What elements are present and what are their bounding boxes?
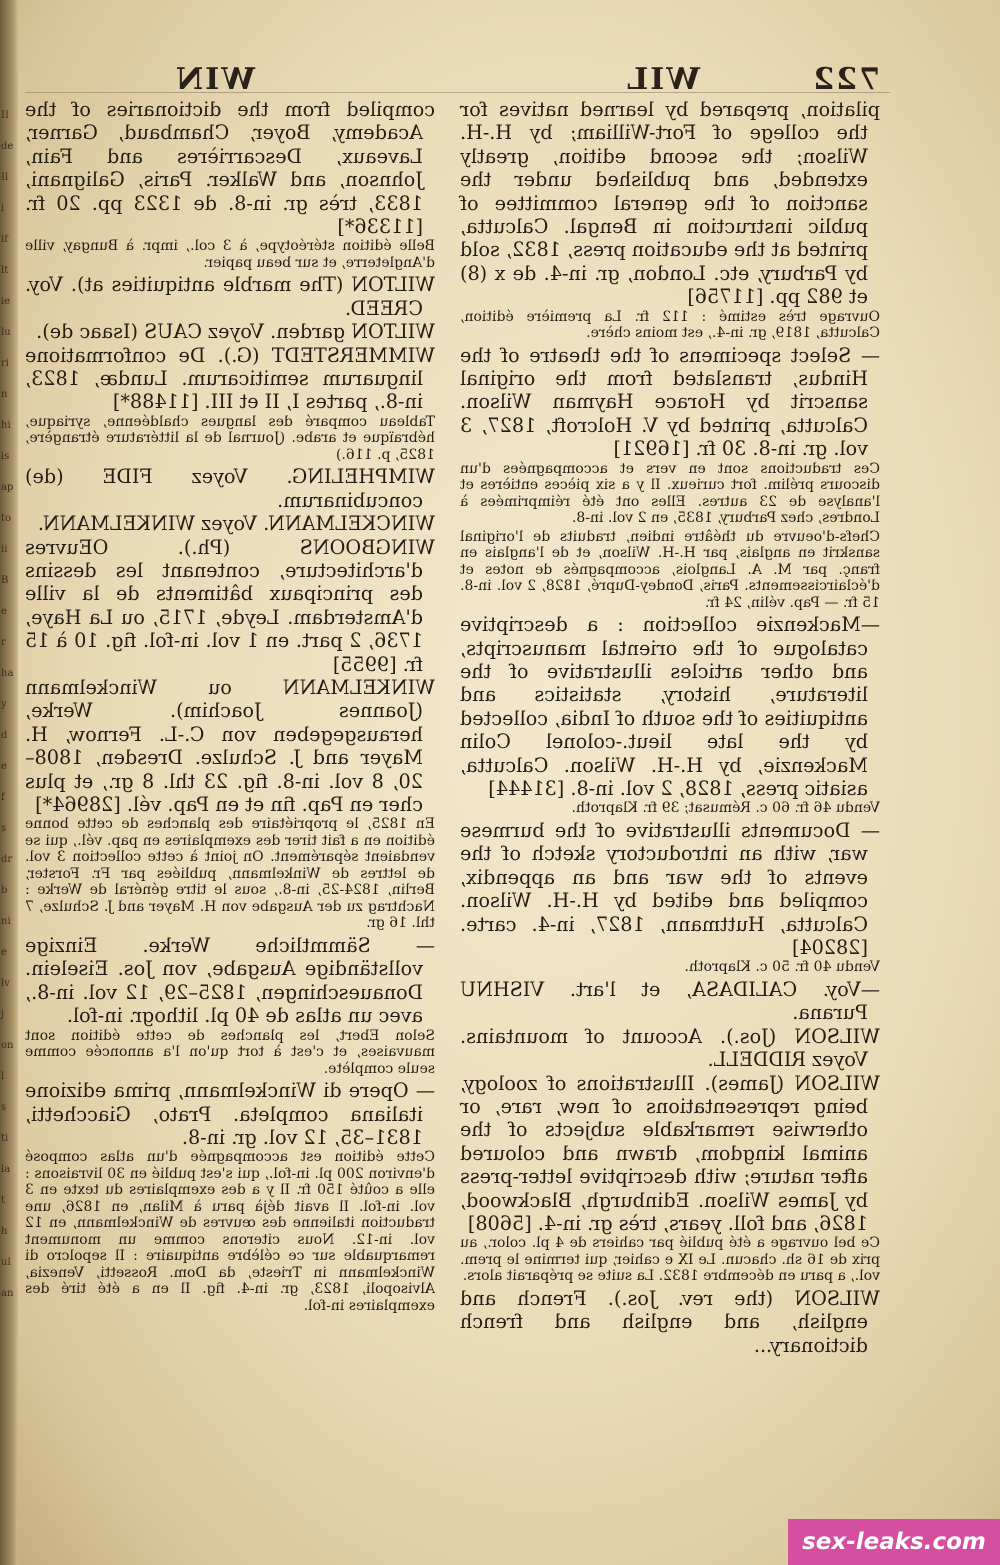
gutter-mark: i [1,203,5,214]
right-column [25,98,435,1316]
note-paragraph: Cette édition est accompagnée d'un atlas composé d'environ 200 pl. in-fol., qui s'est publié en 30 livraisons : elle a coûté 150 fr. Il y a des exemplaires du texte en 3 vol. in-fol. Il avait déjà paru à Milan, en 1826, une traduction italienne des œuvres de Winckelmann, en 12 vol. in-12. Nous citerons comme un monument remarquable sur ce célèbre antiquaire : Il sepolcro di Winckelmann in Trieste, da Dom. Rossetti, Venezia, Alvisopoli, 1823, gr. in-4. fig. Il en a été tiré des exemplaires in-fol. [25,1149,435,1314]
running-head-left: WIL [625,62,700,97]
entry-paragraph: WILSON (James). Illustrations of zoology, being representations of new, rare, or otherwise remarkable subjects of the animal kingdom, drawn and coloured after nature; with descriptive letter-press by James Wilson. Edinburgh, Blackwood, 1826, and foll. years, très gr. in-4. [5608] [460,1071,880,1235]
gutter-mark: de [1,141,14,152]
gutter-mark: is [1,451,10,462]
note-paragraph: Ouvrage très estimé : 112 fr. La première édition, Calcutta, 1819, gr. in-4., est moins chère. [460,308,880,342]
gutter-mark: lt [1,265,9,276]
entry-paragraph: WINKELMANN ou Winckelmann (Joannes Joachim). Werke, herausgegeben von C.-L. Fernow, H. Mayer and J. Schulze. Dresden, 1808–20, 8 vol. in-8. fig. 23 thl. 8 gr., et plus cher en Pap. fin et en Pap. vél. [28964*] [25,676,435,817]
gutter-mark: ni [1,916,11,927]
note-paragraph: Ces traductions sont en vers et accompagnées d'un discours prélim. fort curieux. Il y a six pièces entières et l'analyse de 23 autres. Elles ont été réimprimées à Londres, chez Parbury, 1835, en 2 vol. in-8. [460,460,880,527]
entry-paragraph: — Select specimens of the theatre of the Hindus, translated from the original sanscrit by Horace Hayman Wilson. Calcutta, printed by V. Holcroft, 1827, 3 vol. gr. in-8. 30 fr. [16921] [460,343,880,461]
gutter-mark: B [1,575,9,586]
gutter-mark: ap [1,482,14,493]
entry-paragraph: WIMMERSTEDT (G.). De conformatione linguarum semiticarum. Lundæ, 1823, in-8., partes I, II et III. [11488*] [25,343,435,414]
gutter-mark: t [1,1195,6,1206]
gutter-mark: Il [1,172,9,183]
gutter-mark: e [1,606,7,617]
gutter-mark: to [1,513,12,524]
gutter-mark: ha [1,668,14,679]
gutter-mark: e [1,947,7,958]
gutter-mark: s [1,1102,7,1113]
gutter-mark: j [1,1009,5,1020]
running-head-right: WIN [173,62,255,97]
gutter-mark: ti [1,1133,9,1144]
gutter-mark: f [1,792,5,803]
entry-paragraph: WILTON (The marble antiquities at). Voy. CREED. [25,273,435,320]
note-paragraph: Ce bel ouvrage a été publié par cahiers de 4 pl. color., au prix de 16 sh. chacun. Le IX e cahier, qui termine le prem. vol., a paru en décembre 1832. La suite se préparait alors. [460,1235,880,1285]
entry-paragraph: —Voy. CALIDASA, et l'art. VISHNU Purana. [460,977,880,1025]
note-paragraph: Chefs-d'oeuvre du théâtre indien, traduits de l'original sanskrit en anglais, par H.-H. Wilson, et de l'anglais en franç. par M. A. Langlois, accompagnés de notes et d'éclaircissements. Paris, Dondey-Dupré, 1828, 2 vol. in-8. 15 fr. — Pap. vélin, 24 fr. [460,528,880,611]
gutter-mark: hi [1,420,11,431]
note-paragraph: Selon Ebert, les planches de cette édition sont mauvaises, et c'est à tort qu'on l'a annoncée comme seule complète. [25,1027,435,1077]
gutter-mark: y [1,699,7,710]
entry-paragraph: — Sämmtliche Werke. Einzige vollständige Ausgabe, von Jos. Eiselein. Donaueschingen, 1825–29, 12 vol. in-8., avec un atlas de 40 pl. lithogr. in-fol. [25,933,435,1028]
gutter-mark: ri [1,358,9,369]
note-paragraph: En 1825, le propriétaire des planches de cette bonne édition en a fait tirer des exemplaires en pap. vél., qui se vendaient séparément. On joint à cette collection 3 vol. de lettres de Winkelmann, publiées par Fr. Forster, Berlin, 1824-25, in-8., sous le titre général de Werke : Nachtrag zu der Ausgabe von H. Mayer and J. Schulze, 7 thl. 16 gr. [25,816,435,932]
entry-paragraph: — Documents illustrative of the burmese war, with an introductory sketch of the events of the war and an appendix, compiled and edited by H.-H. Wilson. Calcutta, Huttmann, 1827, in-4. carte. [28204] [460,818,880,959]
gutter-mark: II [1,110,9,121]
gutter-mark: ii [1,544,8,555]
left-column [460,98,880,1357]
gutter-mark: ie [1,296,11,307]
gutter-mark: e [1,761,7,772]
gutter-mark: lv [1,978,10,989]
note-paragraph: Tableau comparé des langues chaldéenne, syriaque, hébraïque et arabe. (Journal de la littérature étrangère, 1825, p. 116.) [25,413,435,463]
gutter-mark: s [1,823,7,834]
entry-paragraph: —Mackenzie collection : a descriptive catalogue of the oriental manuscripts, and other articles illustrative of the literature, history, statistics and antiquities of the south of India, collected by the late lieut.-colonel Colin Mackenzie, by H.-H. Wilson. Calcutta, asiatic press, 1828, 2 vol. in-8. [31444] [460,613,880,801]
note-paragraph: Belle édition stéréotype, à 3 col., impr. à Bungay, ville d'Angleterre, et sur beau papier. [25,238,435,271]
entry-paragraph: WILTON garden. Voyez CAUS (Isaac de). [36,320,435,344]
gutter-mark: if [1,234,8,245]
entry-paragraph: — Opere di Winckelmann, prima edizione italiana completa. Prato, Giacchetti, 1831–35, 12 vol. gr. in-8. [25,1079,435,1149]
gutter-mark: d [1,730,8,741]
gutter-mark: ul [1,1257,11,1268]
page-number: 722 [811,62,880,97]
gutter-mark: n [1,389,8,400]
gutter-mark: la [1,1164,11,1175]
gutter-mark: an [1,1288,14,1299]
header-rule [25,92,890,93]
entry-paragraph: WILSON (the rev. Jos.). French and english, and english and french dictionary... [460,1286,880,1357]
watermark-badge: sex-leaks.com [788,1519,1000,1565]
note-paragraph: Vendu 40 fr. 50 c. Klaproth. [684,959,880,976]
gutter-mark: on [1,1040,14,1051]
entry-paragraph: compiled from the dictionaries of the Academy, Boyer, Chambaud, Garner, Laveaux, Descarrières and Fain, Johnson, and Walker. Paris, Galignani, 1833, très gr. in-8. de 1323 pp. 20 fr. [11336*] [25,98,435,239]
gutter-mark: l [1,1071,5,1082]
entry-paragraph: WILSON (Jos.). Account of mountains. Voyez RIDDELL. [460,1024,880,1072]
gutter-mark: lu [1,327,11,338]
gutter-mark: r [1,637,6,648]
entry-paragraph: WIMPHELING. Voyez FIDE (de) concubinarum. [25,465,435,512]
gutter-mark: b [1,885,8,896]
entry-paragraph: pilation, prepared by learned natives for the college of Fort-William; by H.-H. Wilson; the second edition, greatly extended, and published under the sanction of the general committee of public instruction in Bengal. Calcutta, printed at the education press, 1832, sold by Parbury, etc. London, gr. in-4. de x (8) et 982 pp. [11756] [460,98,880,309]
gutter-mark: dr [1,854,13,865]
entry-paragraph: WINGBOONS (Ph.). OEuvres d'architecture, contenant les dessins des principaux bâtiments de la ville d'Amsterdam. Leyde, 1715, ou La Haye, 1736, 2 part. en 1 vol. in-fol. fig. 10 à 15 fr. [9955] [25,535,435,676]
entry-paragraph: WINCKELMANN. Voyez WINKELMANN. [37,512,435,536]
note-paragraph: Vendu 46 fr. 60 c. Rémusat; 39 fr. Klaproth. [571,800,880,817]
gutter-mark: h [1,1226,8,1237]
